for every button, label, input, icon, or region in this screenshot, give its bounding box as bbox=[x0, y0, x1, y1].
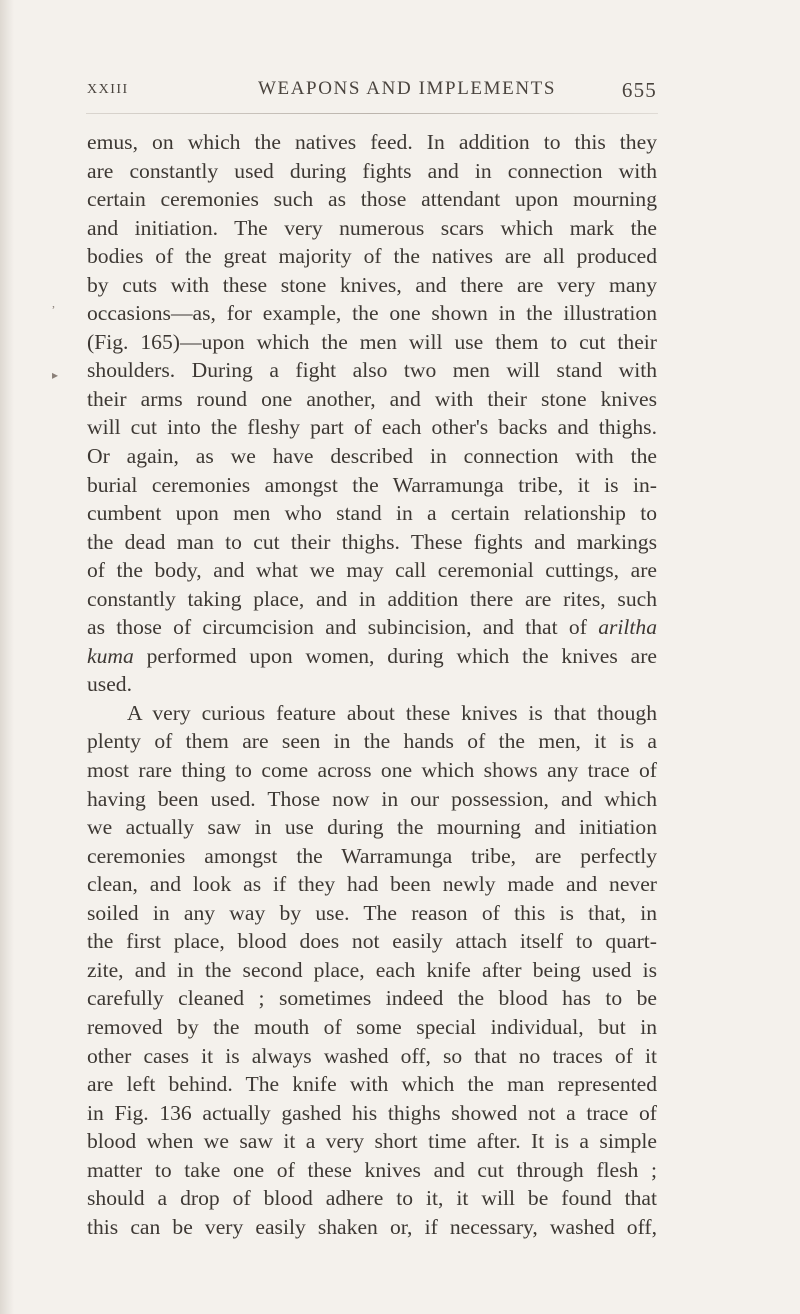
text-line: should a drop of blood adhere to it, it will be found that bbox=[87, 1186, 657, 1211]
spine-shadow bbox=[0, 0, 14, 1314]
italic-term-suffix: a bbox=[646, 615, 657, 640]
text-fragment: as those of circumcision and subincision, and that of bbox=[87, 615, 587, 640]
chapter-number: XXIII bbox=[87, 82, 129, 97]
italic-term: kuma bbox=[87, 643, 134, 668]
text-line: shoulders. During a fight also two men will stand with bbox=[87, 358, 657, 383]
text-line: A very curious feature about these knives is that though bbox=[127, 700, 657, 725]
text-line: having been used. Those now in our possession, and which bbox=[87, 786, 657, 811]
text-line: their arms round one another, and with their stone knives bbox=[87, 386, 657, 411]
text-line: we actually saw in use during the mourning and initiation bbox=[87, 815, 657, 840]
text-line: the dead man to cut their thighs. These fights and markings bbox=[87, 529, 657, 554]
text-line: Or again, as we have described in connection with the bbox=[87, 444, 657, 469]
text-line: most rare thing to come across one which shows any trace of bbox=[87, 758, 657, 783]
text-line: burial ceremonies amongst the Warramunga tribe, it is in- bbox=[87, 472, 657, 497]
text-line: matter to take one of these knives and cut through flesh ; bbox=[87, 1157, 657, 1182]
text-line: constantly taking place, and in addition there are rites, such bbox=[87, 586, 657, 611]
text-line: cumbent upon men who stand in a certain relationship to bbox=[87, 501, 657, 526]
text-line: certain ceremonies such as those attendant upon mourning bbox=[87, 187, 657, 212]
text-line: this can be very easily shaken or, if necessary, washed off, bbox=[87, 1214, 657, 1239]
text-line: occasions—as, for example, the one shown in the illustration bbox=[87, 301, 657, 326]
text-line: emus, on which the natives feed. In addition to this they bbox=[87, 130, 657, 154]
text-line: bodies of the great majority of the natives are all produced bbox=[87, 244, 657, 269]
page-header bbox=[87, 78, 657, 108]
header-rule bbox=[86, 113, 658, 114]
text-line bbox=[87, 613, 657, 642]
body-text bbox=[87, 128, 657, 1241]
running-title: WEAPONS AND IMPLEMENTS bbox=[257, 78, 557, 99]
text-line: removed by the mouth of some special individual, but in bbox=[87, 1014, 657, 1039]
text-line: will cut into the fleshy part of each other's backs and thighs. bbox=[87, 415, 657, 440]
text-line: ceremonies amongst the Warramunga tribe, are perfectly bbox=[87, 843, 657, 868]
text-line: used. bbox=[87, 672, 132, 697]
text-line: and initiation. The very numerous scars which mark the bbox=[87, 215, 657, 240]
margin-mark: , bbox=[52, 296, 55, 310]
text-line: the first place, blood does not easily attach itself to quart- bbox=[87, 929, 657, 954]
text-line: in Fig. 136 actually gashed his thighs showed not a trace of bbox=[87, 1100, 657, 1125]
text-line: clean, and look as if they had been newly made and never bbox=[87, 872, 657, 897]
text-line bbox=[87, 642, 657, 671]
text-line: carefully cleaned ; sometimes indeed the blood has to be bbox=[87, 986, 657, 1011]
text-line: of the body, and what we may call ceremonial cuttings, are bbox=[87, 558, 657, 583]
page-number: 655 bbox=[621, 78, 657, 102]
text-line: plenty of them are seen in the hands of the men, it is a bbox=[87, 729, 657, 754]
text-line: other cases it is always washed off, so that no traces of it bbox=[87, 1043, 657, 1068]
text-line: are left behind. The knife with which the man represented bbox=[87, 1072, 657, 1097]
margin-mark: ▸ bbox=[52, 368, 59, 382]
italic-term: arilth bbox=[598, 615, 647, 640]
text-line: by cuts with these stone knives, and there are very many bbox=[87, 272, 657, 297]
text-fragment: performed upon women, during which the knives are bbox=[133, 643, 657, 668]
text-line: zite, and in the second place, each knife after being used is bbox=[87, 957, 657, 982]
text-line: blood when we saw it a very short time after. It is a simple bbox=[87, 1129, 657, 1154]
text-line: soiled in any way by use. The reason of this is that, in bbox=[87, 900, 657, 925]
text-line: are constantly used during fights and in connection with bbox=[87, 158, 657, 183]
text-line: (Fig. 165)—upon which the men will use them to cut their bbox=[87, 329, 657, 354]
